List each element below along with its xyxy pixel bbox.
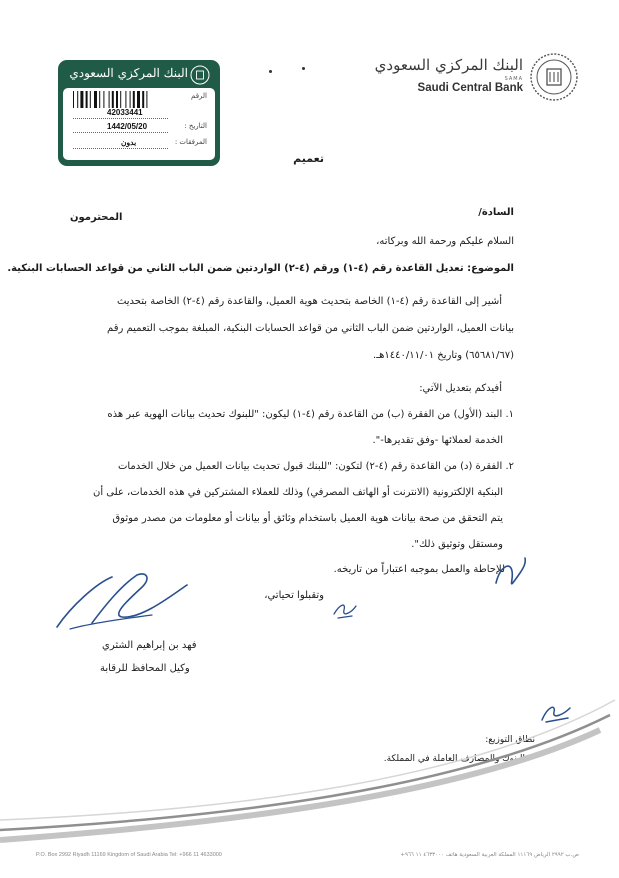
attachments-dotted-line	[73, 148, 168, 149]
closing-line: للإحاطة والعمل بموجبه اعتباراً من تاريخه.	[333, 564, 505, 575]
distribution-item: البنوك والمصارف العاملة في المملكة.	[383, 754, 525, 764]
date-dotted-line	[73, 132, 168, 133]
addressee: السادة/	[478, 207, 514, 218]
bank-name-english: Saudi Central Bank	[417, 82, 523, 94]
date-value: 1442/05/20	[107, 122, 148, 131]
footer-swoosh	[0, 690, 619, 850]
bank-name-arabic: البنك المركزي السعودي	[374, 56, 523, 74]
honorific: المحترمون	[70, 212, 123, 223]
amendment-line: الخدمة لعملائها -وفق تقديرها-".	[372, 435, 503, 446]
bank-emblem-icon	[529, 52, 579, 102]
card-bank-name: البنك المركزي السعودي	[69, 66, 188, 80]
signer-title: وكيل المحافظ للرقابة	[100, 663, 190, 674]
closing-line: وتقبلوا تحياتي،	[264, 590, 324, 601]
bank-name-sama: SAMA	[504, 76, 523, 82]
footer-address-arabic: ص.ب ٢٩٩٢ الرياض ١١١٦٩ المملكة العربية السعودية هاتف ٤٦٣٣٠٠٠ ١١ ٩٦٦+	[400, 852, 579, 858]
initials-mark	[330, 596, 360, 622]
intro-line: بيانات العميل، الواردتين ضمن الباب الثاني من قواعد الحسابات البنكية، المبلغة بموجب التعميم رقم	[107, 323, 514, 334]
intro-line: أشير إلى القاعدة رقم (٤-١) الخاصة بتحديث هوية العميل، والقاعدة رقم (٤-٢) الخاصة بتحديث	[116, 296, 502, 307]
intro-line: (٦٥٦٨١/٦٧) وتاريخ ١٤٤٠/١١/٠١هـ.	[373, 350, 514, 361]
date-label: التاريخ :	[184, 122, 207, 130]
attachments-label: المرفقات :	[174, 138, 207, 146]
number-label: الرقم	[191, 92, 207, 100]
decorative-dot	[269, 70, 272, 73]
amendment-line: ٢. الفقرة (د) من القاعدة رقم (٤-٢) لتكون: "للبنك قبول تحديث بيانات العميل من خلال الخدمات	[117, 461, 514, 472]
card-inner-panel	[63, 88, 215, 160]
amendment-line: البنكية الإلكترونية (الانترنت أو الهاتف المصرفي) وذلك للعملاء المشتركين في هذه الخدمات، على أن	[92, 487, 503, 498]
barcode-icon	[73, 91, 165, 108]
amendment-line: ١. البند (الأول) من الفقرة (ب) من القاعدة رقم (٤-١) ليكون: "للبنوك تحديث بيانات الهوية عبر هذه	[107, 409, 514, 420]
number-dotted-line	[73, 118, 168, 119]
attachments-value: بدون	[121, 138, 137, 147]
subject-line: الموضوع: تعديل القاعدة رقم (٤-١) ورقم (٤-٢) الواردتين ضمن الباب الثاني من قواعد الحسابات البنكية.	[7, 263, 514, 274]
number-value: 42033441	[107, 108, 143, 117]
signature-scribble	[52, 565, 192, 635]
greeting: السلام عليكم ورحمة الله وبركاته،	[376, 236, 514, 247]
distribution-label: نطاق التوزيع:	[485, 735, 535, 745]
decorative-dot	[302, 67, 305, 70]
reference-card	[58, 60, 220, 166]
card-emblem-icon	[190, 65, 210, 85]
bank-logo	[374, 52, 579, 102]
amendment-line: يتم التحقق من صحة بيانات هوية العميل باستخدام وثائق أو بيانات أو معلومات من مصدر موثوق	[112, 513, 503, 524]
amendment-line: ومستقل وتوثيق ذلك".	[411, 539, 503, 550]
signer-name: فهد بن إبراهيم الشثري	[102, 640, 197, 651]
circular-title: تعميم	[293, 152, 324, 165]
initials-mark	[490, 553, 530, 598]
distribution-bullet: –	[526, 754, 531, 764]
amendment-intro: أفيدكم بتعديل الآتي:	[419, 383, 502, 394]
footer-address-english: P.O. Box 2992 Riyadh 11169 Kingdom of Saudi Arabia Tel: +966 11 4633000	[36, 852, 222, 858]
